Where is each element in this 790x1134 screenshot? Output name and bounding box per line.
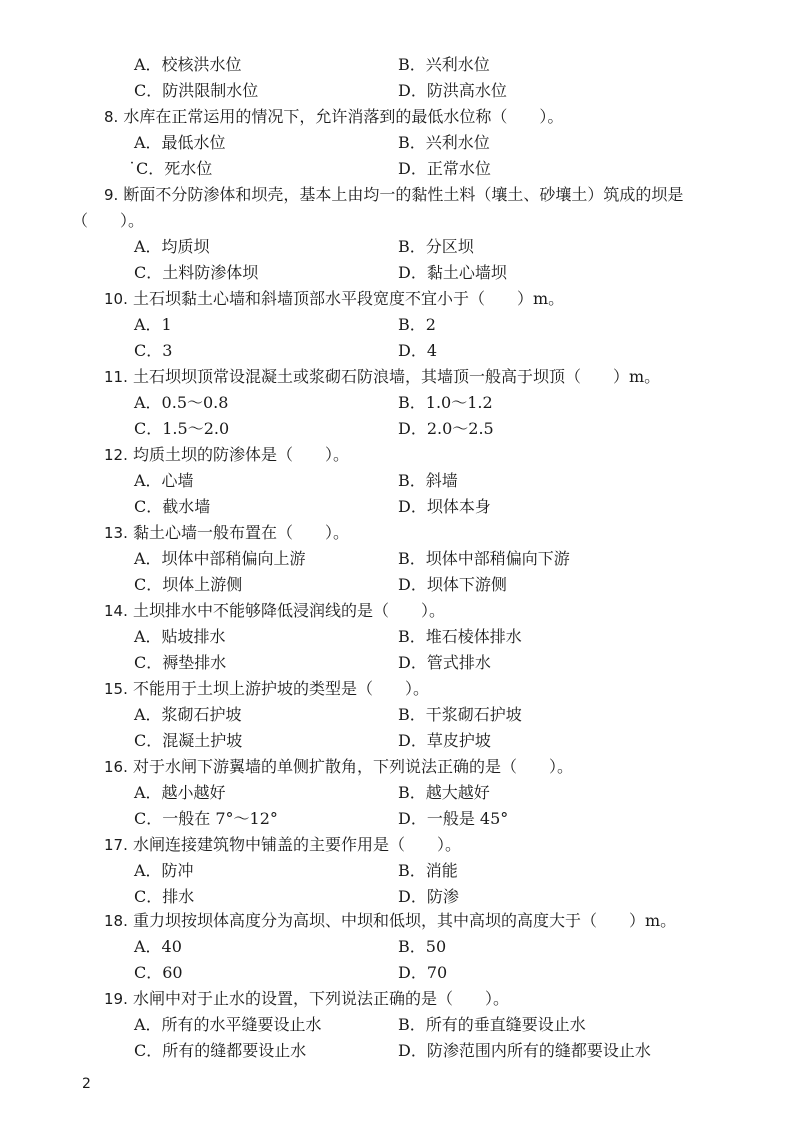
option-c: C．防洪限制水位 — [134, 81, 259, 100]
option-d: D．坝体下游侧 — [398, 575, 507, 594]
question-12 — [104, 442, 349, 468]
question-15 — [104, 676, 429, 702]
option-d: D．草皮护坡 — [398, 731, 491, 750]
question-stem: 土坝排水中不能够降低浸润线的是（ ）。 — [132, 601, 445, 620]
option-d: D．正常水位 — [398, 159, 491, 178]
option-a: A．校核洪水位 — [134, 55, 242, 74]
option-c: C．3 — [134, 341, 173, 360]
option-c: C．土料防渗体坝 — [134, 263, 259, 282]
question-11 — [104, 364, 660, 390]
option-d: D．黏土心墙坝 — [398, 263, 507, 282]
question-number: 13. — [104, 524, 128, 542]
question-number: 16. — [104, 758, 128, 776]
question-9 — [72, 182, 722, 234]
question-16 — [104, 754, 573, 780]
option-a: A．越小越好 — [134, 783, 226, 802]
question-number: 19. — [104, 990, 128, 1008]
option-c: C．坝体上游侧 — [134, 575, 243, 594]
question-stem: 水闸连接建筑物中铺盖的主要作用是（ ）。 — [132, 835, 461, 854]
question-17 — [104, 832, 461, 858]
option-d: D．坝体本身 — [398, 497, 491, 516]
option-a: A．1 — [134, 315, 172, 334]
option-b: B．分区坝 — [398, 237, 474, 256]
option-b: B．1.0～1.2 — [398, 393, 493, 412]
option-c: C．截水墙 — [134, 497, 211, 516]
option-b: B．干浆砌石护坡 — [398, 705, 522, 724]
question-number: 11. — [104, 368, 128, 386]
option-a: A．均质坝 — [134, 237, 210, 256]
option-a: A．所有的水平缝要设止水 — [134, 1015, 322, 1034]
question-stem: 重力坝按坝体高度分为高坝、中坝和低坝，其中高坝的高度大于（ ）m。 — [132, 911, 677, 930]
option-d: D．防洪高水位 — [398, 81, 507, 100]
question-18 — [104, 908, 676, 934]
question-number: 17. — [104, 836, 128, 854]
question-stem: 水闸中对于止水的设置，下列说法正确的是（ ）。 — [132, 989, 509, 1008]
option-b: B．堆石棱体排水 — [398, 627, 522, 646]
option-b: B．坝体中部稍偏向下游 — [398, 549, 570, 568]
question-14 — [104, 598, 445, 624]
option-c: C．1.5～2.0 — [134, 419, 230, 438]
question-number: 10. — [104, 290, 128, 308]
option-b: B．消能 — [398, 861, 458, 880]
option-d: D．管式排水 — [398, 653, 491, 672]
question-number: 8. — [104, 108, 119, 126]
option-c: C．所有的缝都要设止水 — [134, 1041, 307, 1060]
question-stem: 土石坝黏土心墙和斜墙顶部水平段宽度不宜小于（ ）m。 — [132, 289, 565, 308]
option-a: A．坝体中部稍偏向上游 — [134, 549, 306, 568]
option-a: A．心墙 — [134, 471, 194, 490]
question-8 — [104, 104, 563, 130]
question-stem: 断面不分防渗体和坝壳，基本上由均一的黏性土料（壤土、砂壤土）筑成的坝是（ ）。 — [72, 185, 684, 230]
option-d: D．防渗范围内所有的缝都要设止水 — [398, 1041, 651, 1060]
question-stem: 土石坝坝顶常设混凝土或浆砌石防浪墙，其墙顶一般高于坝顶（ ）m。 — [132, 367, 661, 386]
option-c: C．60 — [134, 963, 183, 982]
option-c: C．褥垫排水 — [134, 653, 227, 672]
option-b: B．所有的垂直缝要设止水 — [398, 1015, 586, 1034]
question-stem: 水库在正常运用的情况下，允许消落到的最低水位称（ ）。 — [123, 107, 564, 126]
question-10 — [104, 286, 564, 312]
question-13 — [104, 520, 349, 546]
option-d: D．一般是 45° — [398, 809, 509, 828]
option-d: D．70 — [398, 963, 448, 982]
question-stem: 黏土心墙一般布置在（ ）。 — [132, 523, 349, 542]
option-a: A．防冲 — [134, 861, 194, 880]
option-c: C．排水 — [134, 887, 195, 906]
option-b: B．50 — [398, 937, 447, 956]
question-number: 12. — [104, 446, 128, 464]
question-number: 18. — [104, 912, 128, 930]
question-stem: 均质土坝的防渗体是（ ）。 — [132, 445, 349, 464]
option-b: B．2 — [398, 315, 436, 334]
page-number: 2 — [82, 1076, 91, 1092]
option-a: A．0.5～0.8 — [134, 393, 229, 412]
option-b: B．兴利水位 — [398, 55, 490, 74]
option-c: C．混凝土护坡 — [134, 731, 243, 750]
question-number: 15. — [104, 680, 128, 698]
option-b: B．兴利水位 — [398, 133, 490, 152]
option-a: A．浆砌石护坡 — [134, 705, 242, 724]
option-d: D．4 — [398, 341, 438, 360]
question-stem: 对于水闸下游翼墙的单侧扩散角，下列说法正确的是（ ）。 — [132, 757, 573, 776]
question-stem: 不能用于土坝上游护坡的类型是（ ）。 — [132, 679, 429, 698]
option-b: B．斜墙 — [398, 471, 458, 490]
option-b: B．越大越好 — [398, 783, 490, 802]
question-19 — [104, 986, 509, 1012]
option-d: D．防渗 — [398, 887, 459, 906]
option-a: A．贴坡排水 — [134, 627, 226, 646]
question-number: 9. — [104, 186, 119, 204]
option-d: D．2.0～2.5 — [398, 419, 494, 438]
option-a: A．最低水位 — [134, 133, 226, 152]
option-c: ˙C．死水位 — [128, 159, 213, 178]
option-c: C．一般在 7°～12° — [134, 809, 278, 828]
question-number: 14. — [104, 602, 128, 620]
option-a: A．40 — [134, 937, 182, 956]
